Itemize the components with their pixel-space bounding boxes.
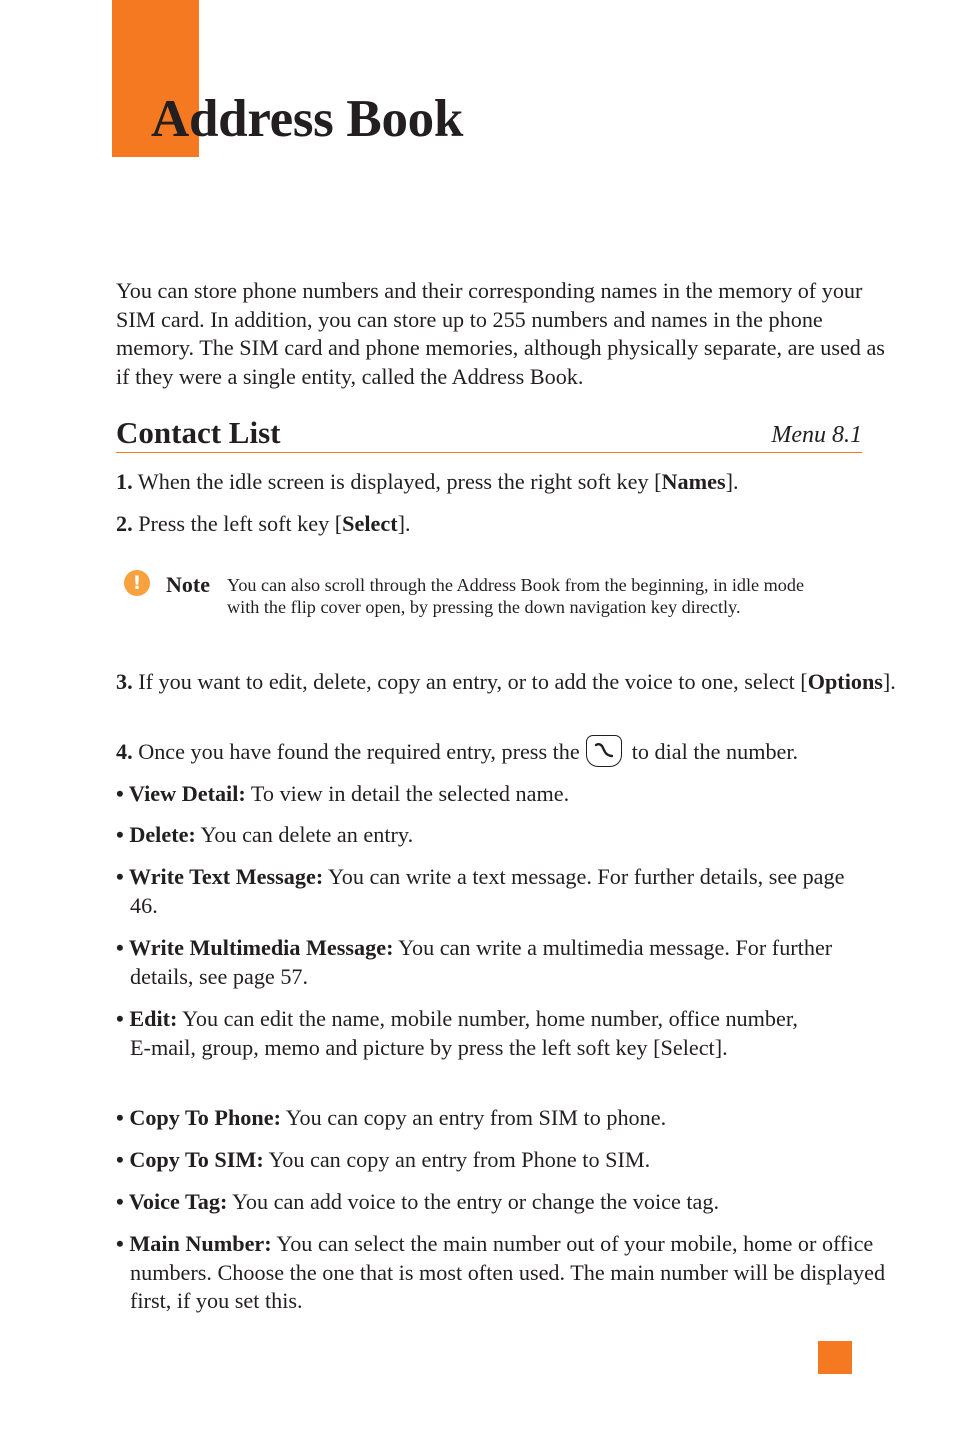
soft-key-label: Options xyxy=(807,669,883,694)
step-number: 3. xyxy=(116,669,133,694)
section-title: Contact List xyxy=(116,415,281,450)
option-voice-tag: • Voice Tag: You can add voice to the entry or change the voice tag. xyxy=(116,1189,720,1214)
soft-key-label: Select xyxy=(342,511,398,536)
option-main-number: • Main Number: You can select the main number out of your mobile, home or office numbers. Choose the one that is most often used. The main number will be displayed first, if you set this. xyxy=(116,1231,886,1314)
option-copy-to-sim: • Copy To SIM: You can copy an entry from Phone to SIM. xyxy=(116,1147,651,1172)
option-edit: • Edit: You can edit the name, mobile number, home number, office number, E-mail, group, memo and picture by press the left soft key [Select]. xyxy=(116,1006,798,1060)
note-text: You can also scroll through the Address Book from the beginning, in idle mode with the flip cover open, by pressing the down navigation key directly. xyxy=(227,575,805,617)
soft-key-label: Names xyxy=(661,469,726,494)
exclamation-icon: ! xyxy=(124,570,150,596)
page-title: Address Book xyxy=(151,90,464,148)
step-number: 1. xyxy=(116,469,133,494)
step-4: 4. Once you have found the required entry, press the to dial the number. xyxy=(116,738,911,767)
step-number: 4. xyxy=(116,739,133,764)
section-header xyxy=(116,414,862,453)
intro-paragraph: You can store phone numbers and their corresponding names in the memory of your SIM card. In addition, you can store up to 255 numbers and names in the phone memory. The SIM card and phone memories, although physically separate, are used as if they were a single entity, called the Address Book. xyxy=(116,278,885,390)
option-delete: • Delete: You can delete an entry. xyxy=(116,822,414,847)
option-write-text-message: • Write Text Message: You can write a text message. For further details, see page 46. xyxy=(116,864,845,918)
step-3: 3. If you want to edit, delete, copy an entry, or to add the voice to one, select [Options]. xyxy=(116,669,896,694)
step-number: 2. xyxy=(116,511,133,536)
note-label: Note xyxy=(166,572,210,597)
step-2: 2. Press the left soft key [Select]. xyxy=(116,511,411,536)
menu-reference: Menu 8.1 xyxy=(771,422,862,448)
page-marker xyxy=(818,1341,852,1374)
option-copy-to-phone: • Copy To Phone: You can copy an entry from SIM to phone. xyxy=(116,1105,667,1130)
send-key-icon xyxy=(586,735,622,767)
option-write-multimedia-message: • Write Multimedia Message: You can write a multimedia message. For further details, see page 57. xyxy=(116,935,833,989)
step-1: 1. When the idle screen is displayed, press the right soft key [Names]. xyxy=(116,469,739,494)
option-view-detail: • View Detail: To view in detail the selected name. xyxy=(116,781,570,806)
